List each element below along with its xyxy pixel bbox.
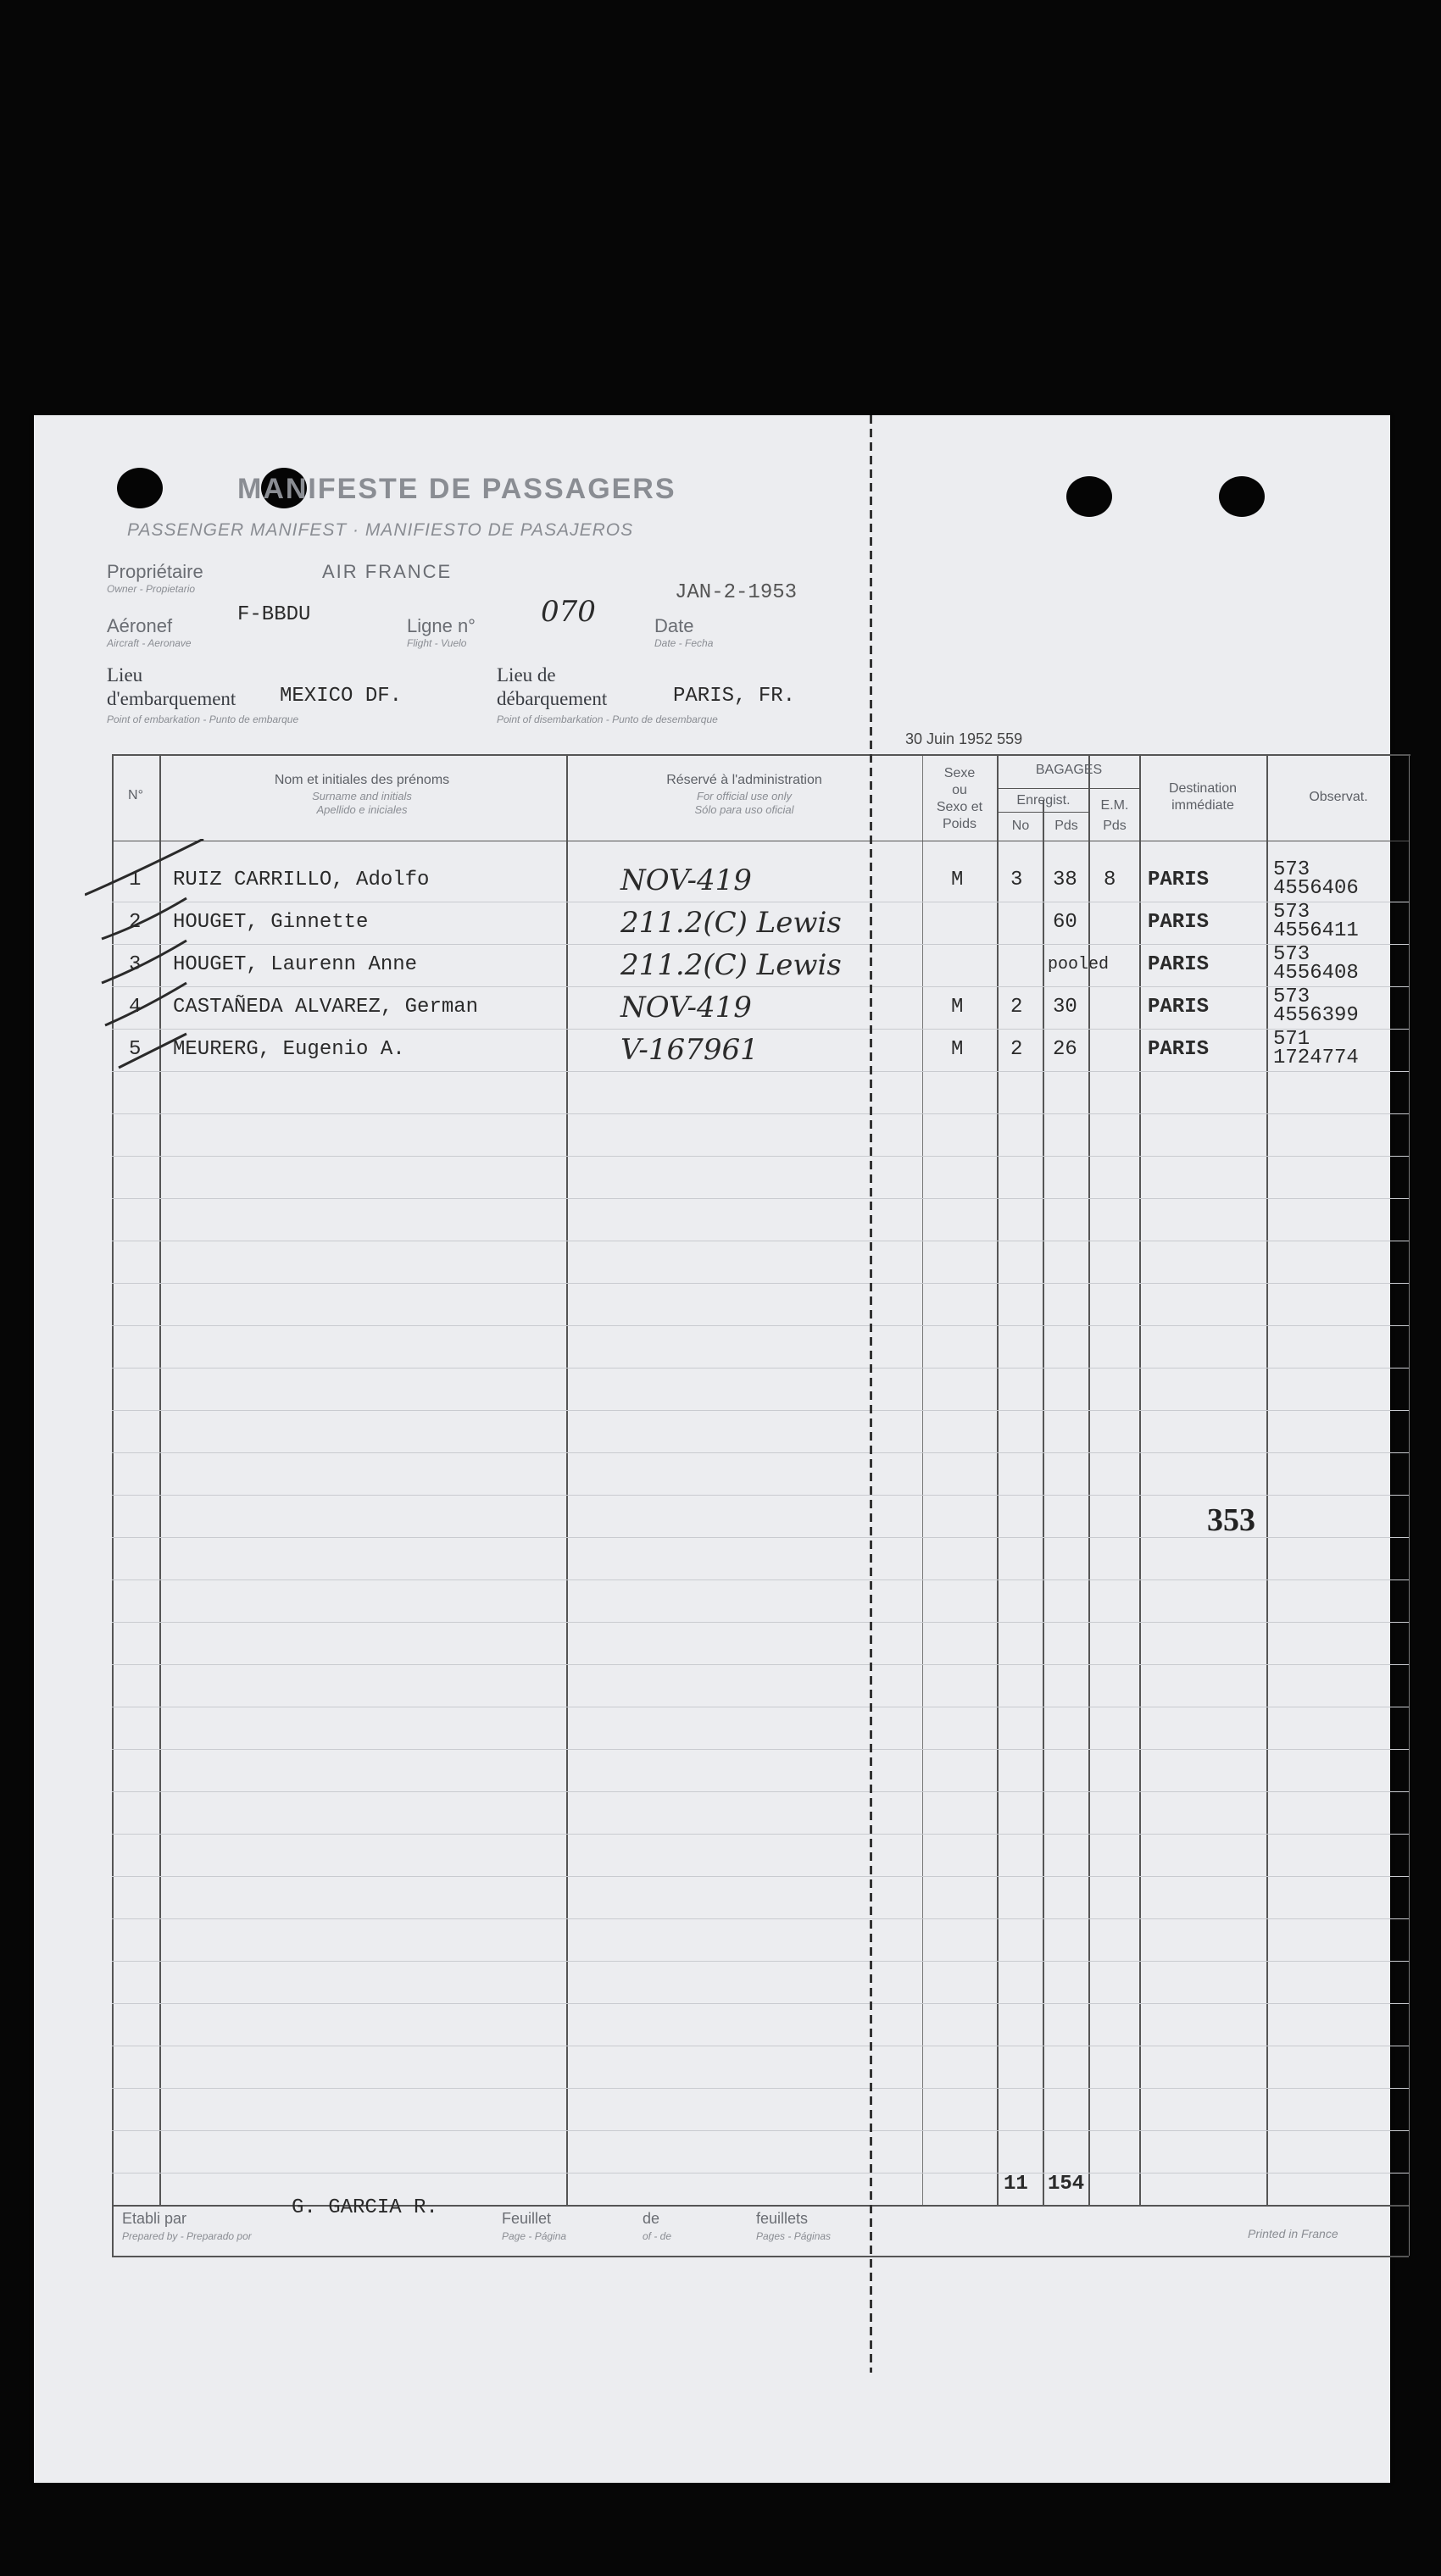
ruled-line [112, 2130, 1409, 2131]
aircraft-label: Aéronef [107, 615, 173, 636]
strike-mark [85, 839, 203, 895]
passenger-name: HOUGET, Ginnette [173, 911, 369, 934]
ruled-line [112, 1834, 1409, 1835]
printed-in-notice: Printed in France [1248, 2227, 1338, 2240]
admin-note: V-167961 [620, 1033, 759, 1067]
passenger-name: CASTAÑEDA ALVAREZ, German [173, 996, 479, 1019]
strike-mark [102, 898, 186, 939]
col-header-name-en: Surname and initials [312, 790, 412, 802]
flight-label: Ligne n° [407, 615, 476, 636]
col-header-hand: E.M. [1100, 798, 1129, 813]
ruled-line [112, 1410, 1409, 1411]
owner-value: AIR FRANCE [322, 561, 453, 582]
prepared-by-value: G. GARCIA R. [292, 2196, 438, 2219]
passenger-name: RUIZ CARRILLO, Adolfo [173, 869, 430, 891]
ruled-line [112, 1876, 1409, 1877]
table-row [112, 902, 1409, 944]
disembark-label-2: débarquement [497, 688, 608, 709]
col-header-enregist: Enregist. [1016, 793, 1071, 808]
table-row [112, 944, 1409, 986]
col-header-destination: Destination [1168, 781, 1238, 796]
of-sublabel: of - de [643, 2230, 672, 2242]
ruled-line [112, 1452, 1409, 1453]
embark-label-2: d'embarquement [107, 688, 236, 709]
ruled-line [112, 1791, 1409, 1792]
col-header-bag-pds: Pds [1054, 819, 1078, 833]
passenger-sex: M [951, 1038, 964, 1061]
admin-note: 211.2(C) Lewis [620, 906, 842, 940]
date-label: Date [654, 615, 694, 636]
ruled-line [112, 1961, 1409, 1962]
row-number: 3 [129, 953, 142, 976]
col-header-name: Nom et initiales des prénoms [274, 773, 450, 787]
col-header-bagages: BAGAGES [1035, 763, 1103, 777]
row-number: 5 [129, 1038, 142, 1061]
ruled-line [112, 1283, 1409, 1284]
destination: PARIS [1148, 869, 1210, 891]
col-header-name-es: Apellido e iniciales [316, 803, 408, 816]
strike-mark [119, 1034, 186, 1068]
admin-note: 211.2(C) Lewis [620, 948, 842, 982]
hand-baggage-weight: 8 [1104, 869, 1116, 891]
disembark-label-1: Lieu de [497, 664, 556, 686]
page-number-stamp: 353 [1207, 1502, 1255, 1538]
ruled-line [112, 2173, 1409, 2174]
bag-weight: 60 [1053, 911, 1077, 934]
disembark-sublabel: Point of disembarkation - Punto de desembarque [497, 713, 718, 725]
manifest-title: MANIFESTE DE PASSAGERS [237, 473, 676, 505]
punch-hole-right-2 [1219, 476, 1265, 517]
observation-code: 573 4556408 [1273, 943, 1359, 985]
prepared-by-sublabel: Prepared by - Preparado por [122, 2230, 252, 2242]
bag-weight: 30 [1053, 996, 1077, 1019]
bag-weight: pooled [1048, 955, 1110, 974]
prepared-by-label: Etabli par [122, 2210, 187, 2227]
table-row [112, 986, 1409, 1029]
col-header-observations: Observat. [1309, 790, 1368, 804]
owner-label: Propriétaire [107, 561, 203, 582]
passenger-name: MEURERG, Eugenio A. [173, 1038, 405, 1061]
strike-mark [102, 941, 186, 983]
passenger-name: HOUGET, Laurenn Anne [173, 953, 418, 976]
ruled-line [112, 1749, 1409, 1750]
col-header-sex-3: Sexo et [936, 800, 983, 814]
flight-value: 070 [541, 595, 596, 629]
destination: PARIS [1148, 953, 1210, 976]
bag-count: 2 [1010, 996, 1023, 1019]
ruled-line [112, 1664, 1409, 1665]
col-header-sex-2: ou [952, 783, 967, 797]
punch-hole-right [1066, 476, 1112, 517]
row-number: 1 [129, 869, 142, 891]
col-header-destination-2: immédiate [1171, 798, 1234, 813]
observation-code: 573 4556406 [1273, 858, 1359, 900]
admin-note: NOV-419 [620, 991, 752, 1024]
flight-sublabel: Flight - Vuelo [407, 637, 467, 649]
observation-code: 573 4556399 [1273, 985, 1359, 1027]
ruled-line [112, 1325, 1409, 1326]
ruled-line [112, 2003, 1409, 2004]
date-sublabel: Date - Fecha [654, 637, 714, 649]
col-header-admin-es: Sólo para uso oficial [694, 803, 794, 816]
manifest-subtitle: PASSENGER MANIFEST · MANIFIESTO DE PASAJEROS [127, 520, 634, 540]
strike-marks [85, 839, 305, 1178]
bag-count: 3 [1010, 869, 1023, 891]
ruled-line [112, 1495, 1409, 1496]
passenger-sex: M [951, 869, 964, 891]
sheets-label: feuillets [756, 2210, 809, 2227]
destination: PARIS [1148, 911, 1210, 934]
row-number: 4 [129, 996, 142, 1019]
col-header-number: N° [128, 788, 143, 802]
ruled-line [112, 1198, 1409, 1199]
bag-weight: 38 [1053, 869, 1077, 891]
ruled-line [112, 1071, 1409, 1072]
observation-code: 571 1724774 [1273, 1028, 1359, 1069]
table-row [112, 1029, 1409, 1071]
observation-code: 573 4556411 [1273, 901, 1359, 942]
aircraft-sublabel: Aircraft - Aeronave [107, 637, 192, 649]
ruled-line [112, 1156, 1409, 1157]
sheet-label: Feuillet [502, 2210, 552, 2227]
sheets-sublabel: Pages - Páginas [756, 2230, 832, 2242]
ruled-line [112, 1113, 1409, 1114]
strike-mark [105, 983, 186, 1025]
bag-weight: 26 [1053, 1038, 1077, 1061]
of-label: de [643, 2210, 660, 2227]
col-header-admin-en: For official use only [697, 790, 792, 802]
disembark-value: PARIS, FR. [673, 685, 796, 708]
ruled-line [112, 2088, 1409, 2089]
destination: PARIS [1148, 996, 1210, 1019]
passenger-sex: M [951, 996, 964, 1019]
total-bag-count: 11 [1004, 2173, 1028, 2196]
total-bag-weight: 154 [1048, 2173, 1085, 2196]
col-header-hand-pds: Pds [1103, 819, 1127, 833]
table-row [112, 859, 1409, 902]
manifest-table [112, 754, 1410, 2256]
ruled-line [112, 1622, 1409, 1623]
punch-hole-left [117, 468, 163, 508]
fold-line [870, 415, 872, 2373]
manifest-sheet [34, 415, 1390, 2483]
col-header-sex-4: Poids [942, 817, 977, 831]
aircraft-value: F-BBDU [237, 603, 311, 626]
sheet-sublabel: Page - Página [502, 2230, 567, 2242]
col-header-admin: Réservé à l'administration [666, 773, 822, 787]
bag-count: 2 [1010, 1038, 1023, 1061]
received-stamp: 30 Juin 1952 559 [905, 730, 1023, 747]
embark-label-1: Lieu [107, 664, 143, 686]
row-number: 2 [129, 911, 142, 934]
date-stamp: JAN-2-1953 [675, 581, 798, 604]
destination: PARIS [1148, 1038, 1210, 1061]
ruled-line [112, 1918, 1409, 1919]
embark-sublabel: Point of embarkation - Punto de embarque [107, 713, 299, 725]
col-header-sex-1: Sexe [943, 766, 976, 780]
owner-sublabel: Owner - Propietario [107, 583, 196, 595]
admin-note: NOV-419 [620, 863, 752, 897]
embark-value: MEXICO DF. [280, 685, 403, 708]
col-header-bag-no: No [1011, 819, 1030, 833]
ruled-line [112, 1579, 1409, 1580]
